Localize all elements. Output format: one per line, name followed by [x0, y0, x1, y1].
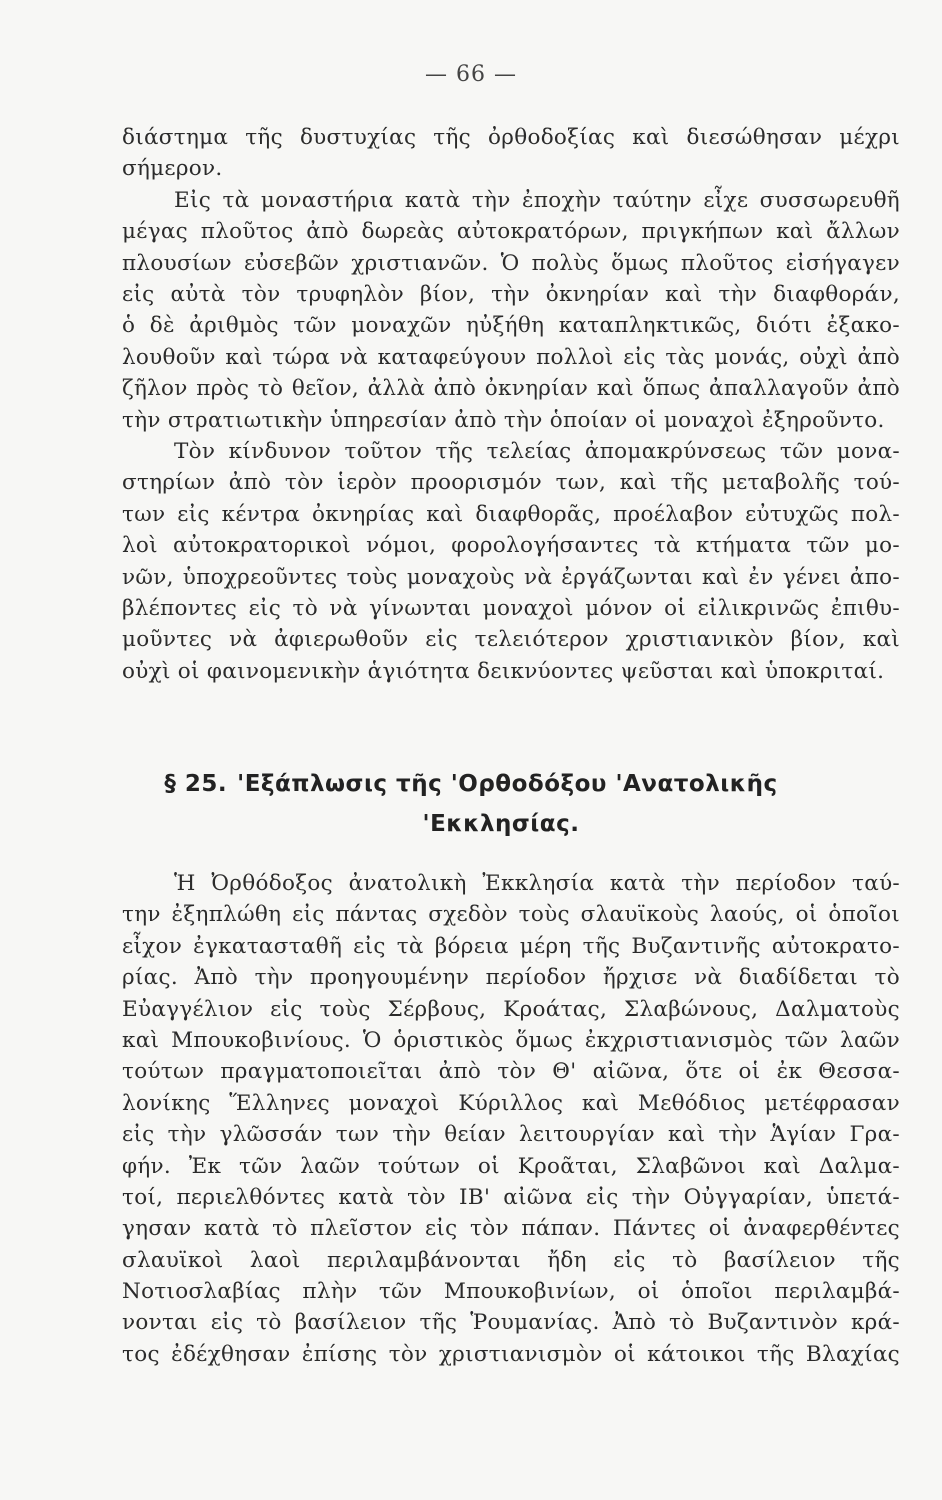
text-line: τὴν στρατιωτικὴν ὑπηρεσίαν ἀπὸ τὴν ὁποίαν οἱ μοναχοὶ ἐξηροῦντο.: [122, 407, 885, 433]
text-line: εἰς αὐτὰ τὸν τρυφηλὸν βίον, τὴν ὀκνηρίαν καὶ τὴν διαφθοράν,: [122, 281, 900, 307]
text-line: τος ἐδέχθησαν ἐπίσης τὸν χριστιανισμὸν οἱ κάτοικοι τῆς Βλαχίας: [122, 1341, 900, 1367]
text-line: Νοτιοσλαβίας πλὴν τῶν Μπουκοβινίων, οἱ ὁποῖοι περιλαμβά-: [122, 1279, 900, 1305]
text-line: μέγας πλοῦτος ἀπὸ δωρεὰς αὐτοκρατόρων, πριγκήπων καὶ ἄλλων: [122, 219, 900, 245]
text-line: σλαυϊκοὶ λαοὶ περιλαμβάνονται ἤδη εἰς τὸ βασίλειον τῆς: [122, 1247, 900, 1273]
section-heading-line-2: [0, 806, 942, 842]
paragraph-spread-of-orthodoxy: [122, 868, 900, 1370]
text-line: τοί, περιελθόντες κατὰ τὸν ΙΒ' αἰῶνα εἰς τὴν Οὐγγαρίαν, ὑπετά-: [122, 1184, 900, 1210]
text-line: σήμερον.: [122, 156, 223, 182]
text-line: γησαν κατὰ τὸ πλεῖστον εἰς τὸν πάπαν. Πάντες οἱ ἀναφερθέντες: [122, 1216, 900, 1242]
section-title-continued: 'Εκκλησίας.: [422, 811, 580, 837]
text-line: πλουσίων εὐσεβῶν χριστιανῶν. Ὁ πολὺς ὅμως πλοῦτος εἰσήγαγεν: [122, 250, 900, 276]
text-line: Ἡ Ὀρθόδοξος ἀνατολικὴ Ἐκκλησία κατὰ τὴν περίοδον ταύ-: [174, 871, 900, 896]
text-line: νονται εἰς τὸ βασίλειον τῆς Ῥουμανίας. Ἀπὸ τὸ Βυζαντινὸν κρά-: [122, 1310, 900, 1336]
paragraph-continuation: [122, 122, 900, 185]
text-line: εἰς τὴν γλῶσσάν των τὴν θείαν λειτουργίαν καὶ τὴν Ἁγίαν Γρα-: [122, 1122, 900, 1148]
text-line: ρίας. Ἀπὸ τὴν προηγουμένην περίοδον ἤρχισε νὰ διαδίδεται τὸ: [122, 965, 900, 991]
text-line: οὐχὶ οἱ φαινομενικὴν ἁγιότητα δεικνύοντες ψεῦσται καὶ ὑποκριταί.: [122, 658, 885, 684]
text-line: βλέποντες εἰς τὸ νὰ γίνωνται μοναχοὶ μόνον οἱ εἰλικρινῶς ἐπιθυ-: [122, 595, 900, 621]
text-line: λουθοῦν καὶ τώρα νὰ καταφεύγουν πολλοὶ εἰς τὰς μονάς, οὐχὶ ἀπὸ: [122, 344, 900, 370]
text-line: ὁ δὲ ἀριθμὸς τῶν μοναχῶν ηὐξήθη καταπληκτικῶς, διότι ἐξακο-: [122, 313, 900, 339]
text-line: μοῦντες νὰ ἀφιερωθοῦν εἰς τελειότερον χριστιανικὸν βίον, καὶ: [122, 627, 900, 653]
section-number: § 25.: [164, 771, 228, 797]
text-line: των εἰς κέντρα ὀκνηρίας καὶ διαφθορᾶς, προέλαβον εὐτυχῶς πολ-: [122, 501, 900, 527]
text-line: Εἰς τὰ μοναστήρια κατὰ τὴν ἐποχὴν ταύτην εἶχε συσσωρευθῆ: [174, 187, 900, 213]
text-line: τούτων πραγματοποιεῖται ἀπὸ τὸν Θ' αἰῶνα, ὅτε οἱ ἐκ Θεσσα-: [122, 1059, 900, 1085]
section-heading: [0, 766, 942, 842]
text-line: Τὸν κίνδυνον τοῦτον τῆς τελείας ἀπομακρύνσεως τῶν μονα-: [174, 439, 900, 464]
section-heading-line-1: [0, 766, 942, 802]
text-line: Εὐαγγέλιον εἰς τοὺς Σέρβους, Κροάτας, Σλαβώνους, Δαλματοὺς: [122, 996, 900, 1022]
section-title: 'Εξάπλωσις τῆς 'Ορθοδόξου 'Ανατολικῆς: [237, 771, 778, 797]
page-number: — 66 —: [425, 62, 517, 87]
text-line: εἶχον ἐγκατασταθῆ εἰς τὰ βόρεια μέρη τῆς Βυζαντινῆς αὐτοκρατο-: [122, 933, 900, 959]
text-line: στηρίων ἀπὸ τὸν ἱερὸν προορισμόν των, καὶ τῆς μεταβολῆς τού-: [122, 470, 900, 496]
text-line: λοὶ αὐτοκρατορικοὶ νόμοι, φορολογήσαντες τὰ κτήματα τῶν μο-: [122, 533, 900, 559]
text-line: νῶν, ὑποχρεοῦντες τοὺς μοναχοὺς νὰ ἐργάζωνται καὶ ἐν γένει ἀπο-: [122, 564, 900, 590]
text-line: φήν. Ἐκ τῶν λαῶν τούτων οἱ Κροᾶται, Σλαβῶνοι καὶ Δαλμα-: [122, 1153, 900, 1179]
text-line: ζῆλον πρὸς τὸ θεῖον, ἀλλὰ ἀπὸ ὀκνηρίαν καὶ ὅπως ἀπαλλαγοῦν ἀπὸ: [122, 376, 900, 402]
text-line: την ἐξηπλώθη εἰς πάντας σχεδὸν τοὺς σλαυϊκοὺς λαούς, οἱ ὁποῖοι: [122, 902, 900, 928]
text-line: λονίκης Ἕλληνες μοναχοὶ Κύριλλος καὶ Μεθόδιος μετέφρασαν: [122, 1090, 900, 1116]
text-line: καὶ Μπουκοβινίους. Ὁ ὁριστικὸς ὅμως ἐκχριστιανισμὸς τῶν λαῶν: [122, 1027, 900, 1053]
paragraph-monasteries: [122, 185, 900, 436]
paragraph-imperial-laws: [122, 436, 900, 687]
text-line: διάστημα τῆς δυστυχίας τῆς ὀρθοδοξίας καὶ διεσώθησαν μέχρι: [122, 125, 900, 150]
